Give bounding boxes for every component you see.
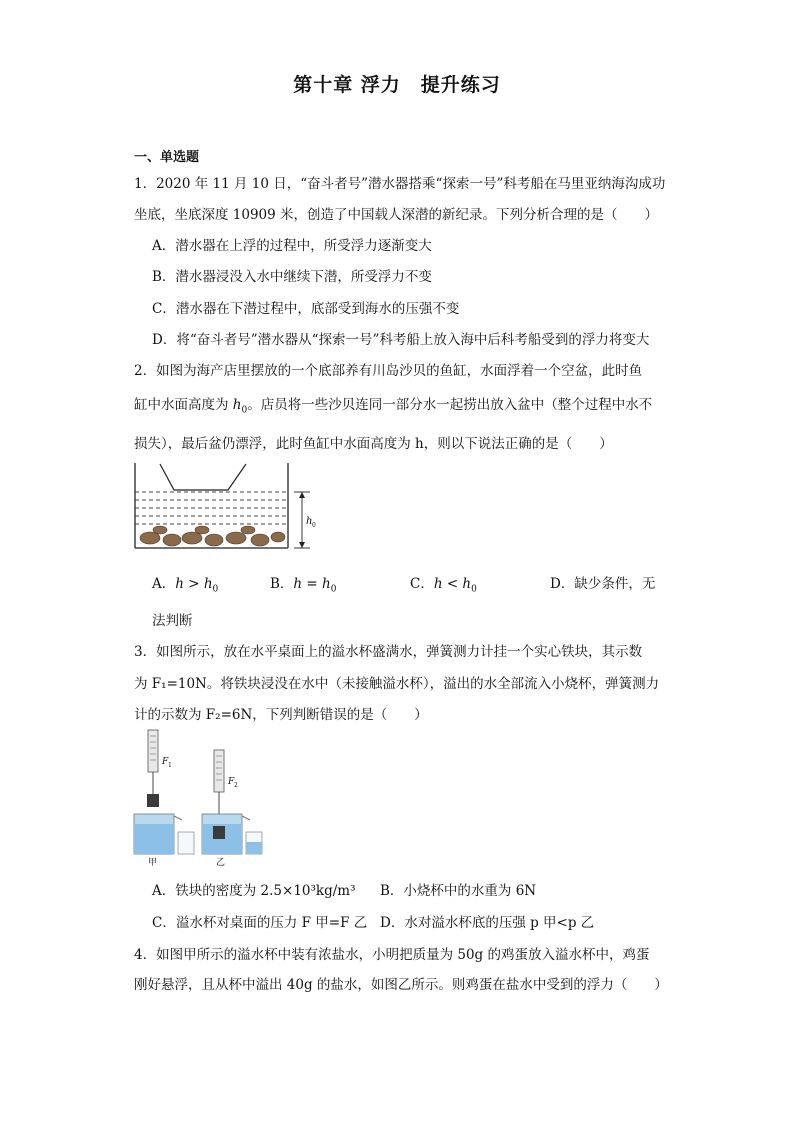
q3-line3: 计的示数为 F₂=6N，下列判断错误的是（ ） [134,707,428,723]
q1-line1: 1．2020 年 11 月 10 日，“奋斗者号”潜水器搭乘“探索一号”科考船在马里亚纳海沟成功 [134,176,666,192]
q3-line1: 3．如图所示，放在水平桌面上的溢水杯盛满水，弹簧测力计挂一个实心铁块，其示数 [134,644,643,660]
f1-label: F [162,757,169,767]
spring-scale-left [148,730,158,772]
q2-h-var: h [232,397,242,413]
q1-option-b[interactable]: B．潜水器浸没入水中继续下潜，所受浮力不变 [152,269,432,285]
q2-option-b-prefix: B． [270,576,294,592]
spring-scale-right [214,750,224,792]
iron-block-right [213,826,225,839]
fish-tank-figure [130,458,320,554]
fig-label-jia: 甲 [148,858,158,868]
q2-h-sub: 0 [241,405,248,416]
section-heading: 一、单选题 [134,150,200,165]
q2-option-a-prefix: A． [152,576,176,592]
fig-label-yi: 乙 [216,858,226,868]
q2-option-b-sub: 0 [330,584,337,595]
q2-option-b[interactable] [270,572,336,595]
q3-option-d[interactable]: D．水对溢水杯底的压强 p 甲<p 乙 [380,915,595,931]
f2-sub: 2 [234,782,238,789]
q4-line2: 刚好悬浮，且从杯中溢出 40g 的盐水，如图乙所示。则鸡蛋在盐水中受到的浮力（ ） [134,977,668,993]
q2-line3: 损失），最后盆仍漂浮，此时鱼缸中水面高度为 h，则以下说法正确的是（ ） [134,436,613,452]
q2-option-a-sub: 0 [212,584,219,595]
page-title: 第十章 浮力 提升练习 [293,74,501,96]
f2-label: F [228,777,235,787]
q2-option-c-math: h < h [433,576,472,592]
h0-sub: 0 [312,522,316,529]
q1-option-a[interactable]: A．潜水器在上浮的过程中，所受浮力逐渐变大 [152,238,432,254]
iron-block-left [147,794,159,807]
q3-option-c[interactable]: C．溢水杯对桌面的压力 F 甲=F 乙 [152,915,368,931]
q2-option-c-sub: 0 [471,584,477,595]
floating-basin-shape [160,464,246,490]
q2-option-a[interactable] [152,572,218,595]
q3-line2: 为 F₁=10N。将铁块浸没在水中（未接触溢水杯），溢出的水全部流入小烧杯，弹簧测力 [134,676,660,692]
q2-line2-end: 。店员将一些沙贝连同一部分水一起捞出放入盆中（整个过程中水不 [247,397,653,413]
q2-option-c-prefix: C． [410,576,434,592]
q1-option-d[interactable]: D．将“奋斗者号”潜水器从“探索一号”科考船上放入海中后科考船受到的浮力将变大 [152,332,650,348]
f1-sub: 1 [168,762,172,769]
h0-label: h [306,516,313,527]
q1-option-c[interactable]: C．潜水器在下潜过程中，底部受到海水的压强不变 [152,301,460,317]
shells-shape [140,526,285,546]
q2-option-c[interactable] [410,572,477,595]
q2-option-a-math: h > h [175,576,213,592]
q4-line1: 4．如图甲所示的溢水杯中装有浓盐水，小明把质量为 50g 的鸡蛋放入溢水杯中，鸡蛋 [134,947,650,963]
q2-option-d[interactable]: D．缺少条件，无 [550,576,656,592]
q2-line2-start: 缸中水面高度为 [134,397,233,413]
small-beaker-left [178,832,194,854]
overflow-cup-figure [130,728,270,868]
q2-line2 [134,393,652,416]
q2-line1: 2．如图为海产店里摆放的一个底部养有川岛沙贝的鱼缸，水面浮着一个空盆，此时鱼 [134,363,643,379]
q2-option-b-math: h = h [293,576,331,592]
q3-option-b[interactable]: B．小烧杯中的水重为 6N [380,883,537,899]
q1-line2: 坐底，坐底深度 10909 米，创造了中国载人深潜的新纪录。下列分析合理的是（ ） [134,207,659,223]
q2-option-d-cont: 法判断 [152,613,193,629]
q3-option-a[interactable]: A．铁块的密度为 2.5×10³kg/m³ [152,883,356,899]
